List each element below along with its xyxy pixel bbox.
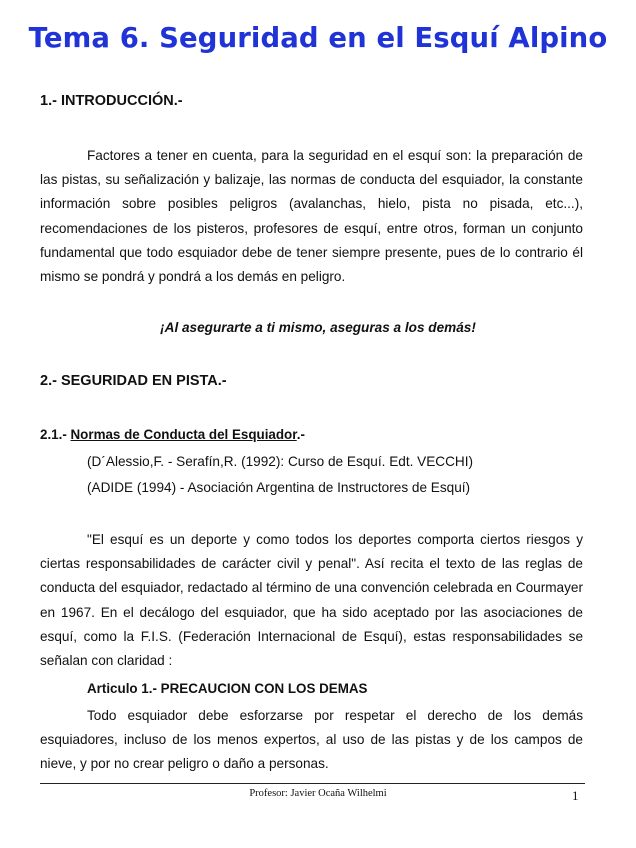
- intro-paragraph: Factores a tener en cuenta, para la seguridad en el esquí son: la preparación de las pistas, su señalización y balizaje, las normas de conducta del esquiador, la constante información sobre posibles peligros (avalanchas, hielo, pista no pisada, etc...), recomendaciones de los pisteros, profesores de esquí, entre otros, forman un conjunto fundamental que todo esquiador debe de tener siempre presente, pues de lo contrario él mismo se pondrá y pondrá a los demás en peligro.: [40, 148, 583, 285]
- reference-2: (ADIDE (1994) - Asociación Argentina de Instructores de Esquí): [87, 480, 471, 495]
- document-title: Tema 6. Seguridad en el Esquí Alpino: [28, 22, 608, 54]
- article-paragraph: Todo esquiador debe esforzarse por respetar el derecho de los demás esquiadores, incluso de los menos expertos, al uso de las pistas y de los campos de nieve, y por no crear peligro o daño a personas.: [40, 708, 583, 772]
- section-heading-seguridad-pista: 2.- SEGURIDAD EN PISTA.-: [40, 373, 227, 389]
- subsection-number: 2.1.-: [40, 427, 71, 442]
- subsection-heading: [40, 427, 305, 442]
- subsection-title: Normas de Conducta del Esquiador: [70, 427, 297, 442]
- rules-paragraph: "El esquí es un deporte y como todos los deportes comporta ciertos riesgos y ciertas responsabilidades de carácter civil y penal". Así recita el texto de las reglas de conducta del esquiador, redactado al término de una convención celebrada en Courmayer en 1967. En el decálogo del esquiador, que ha sido aceptado por las asociaciones de esquí, como la F.I.S. (Federación Internacional de Esquí), estas responsabilidades se señalan con claridad :: [40, 532, 583, 669]
- footer-rule: [40, 783, 585, 784]
- page-number: 1: [572, 788, 579, 803]
- section-heading-introduccion: 1.- INTRODUCCIÓN.-: [40, 93, 183, 109]
- article-title: Articulo 1.- PRECAUCION CON LOS DEMAS: [87, 681, 368, 696]
- motto: ¡Al asegurarte a ti mismo, aseguras a los demás!: [160, 320, 476, 335]
- subsection-suffix: .-: [296, 427, 305, 442]
- reference-1: (D´Alessio,F. - Serafín,R. (1992): Curso de Esquí. Edt. VECCHI): [87, 454, 474, 469]
- footer-author: Profesor: Javier Ocaña Wilhelmi: [249, 788, 387, 799]
